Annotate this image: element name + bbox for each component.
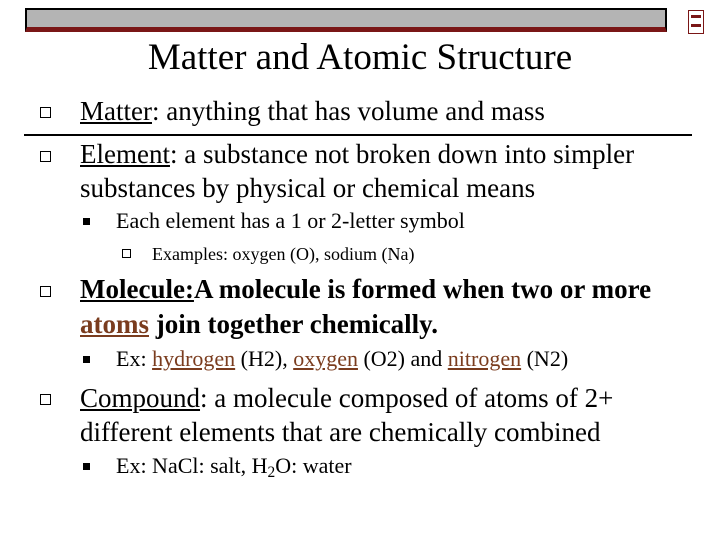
divider (24, 134, 692, 136)
compound-ex-a: Ex: Na (116, 453, 178, 478)
bullet-icon (40, 286, 51, 297)
compound-ex-c: O: water (275, 453, 352, 478)
molecule-definition (80, 272, 651, 306)
hydrogen-link[interactable]: hydrogen (152, 346, 236, 371)
molecule-text-2-line (80, 307, 438, 341)
matter-text: : anything that has volume and mass (151, 96, 545, 126)
molecule-term: Molecule: (80, 274, 194, 304)
element-text-2: substances by physical or chemical means (80, 173, 536, 203)
molecule-text-1: A molecule is formed when two or more (193, 274, 652, 304)
bullet-icon (83, 463, 90, 470)
h2-text: (H2), (235, 346, 294, 371)
element-definition (80, 137, 634, 171)
element-text-1: : a substance not broken down into simpler (169, 139, 635, 169)
n2-text: (N2) (521, 346, 569, 371)
oxygen-link[interactable]: oxygen (293, 346, 358, 371)
compound-text-1: : a molecule composed of atoms of 2+ (200, 383, 614, 413)
atoms-link[interactable]: atoms (80, 309, 149, 339)
bullet-icon (83, 356, 90, 363)
compound-example (116, 452, 352, 480)
bullet-icon (122, 249, 131, 258)
molecule-examples (116, 345, 568, 373)
title-bar-decoration (25, 8, 667, 32)
nitrogen-link[interactable]: nitrogen (447, 346, 522, 371)
matter-term: Matter (80, 96, 152, 126)
bullet-icon (83, 218, 90, 225)
ex-prefix: Ex: (116, 346, 153, 371)
compound-text-2: different elements that are chemically combined (80, 417, 601, 447)
element-term: Element (80, 139, 170, 169)
matter-definition (80, 94, 545, 128)
bullet-icon (40, 107, 51, 118)
compound-ex-subscript: 2 (267, 463, 276, 481)
o2-text: (O2) and (357, 346, 448, 371)
bullet-icon (40, 151, 51, 162)
element-symbol-note: Each element has a 1 or 2-letter symbol (116, 208, 465, 233)
compound-definition (80, 381, 613, 415)
bullet-icon (40, 394, 51, 405)
corner-decoration (688, 10, 704, 34)
element-examples: Examples: oxygen (O), sodium (Na) (152, 244, 415, 264)
page-title: Matter and Atomic Structure (147, 37, 573, 78)
compound-term: Compound (80, 383, 201, 413)
molecule-text-2: join together chemically. (149, 309, 438, 339)
compound-ex-b: Cl: salt, H (177, 453, 268, 478)
